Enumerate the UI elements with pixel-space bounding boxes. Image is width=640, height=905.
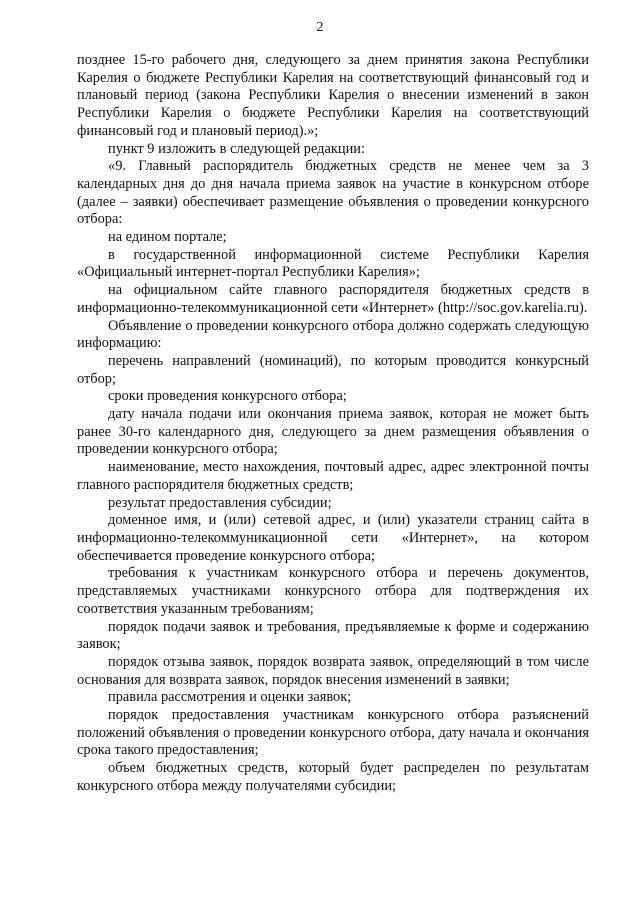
paragraph: «9. Главный распорядитель бюджетных средств не менее чем за 3 календарных дня до дня начала приема заявок на участие в конкурсном отборе (далее – заявки) обеспечивает размещение объявления о проведении конкурсного отбора:	[77, 158, 589, 228]
paragraph: перечень направлений (номинаций), по которым проводится конкурсный отбор;	[77, 352, 589, 387]
paragraph: правила рассмотрения и оценки заявок;	[108, 689, 352, 706]
paragraph: наименование, место нахождения, почтовый адрес, адрес электронной почты главного распорядителя бюджетных средств;	[77, 459, 589, 493]
paragraph: в государственной информационной системе Республики Карелия «Официальный интернет-портал Республики Карелия»;	[77, 246, 589, 281]
paragraph: результат предоставления субсидии;	[108, 494, 332, 511]
paragraph: на официальном сайте главного распорядителя бюджетных средств в информационно-телекоммуникационной сети «Интернет» (http://soc.gov.karelia.ru).	[77, 282, 589, 316]
paragraph: сроки проведения конкурсного отбора;	[108, 388, 347, 405]
paragraph: пункт 9 изложить в следующей редакции:	[108, 140, 365, 157]
paragraph: на едином портале;	[108, 229, 227, 246]
paragraph: дату начала подачи или окончания приема заявок, которая не может быть ранее 30-го календарного дня, следующего за днем размещения объявления о проведении конкурсного отбора;	[77, 406, 589, 458]
paragraph: доменное имя, и (или) сетевой адрес, и (или) указатели страниц сайта в информационно-телекоммуникационной сети «Интернет», на котором обеспечивается проведение конкурсного отбора;	[77, 512, 589, 564]
paragraph: объем бюджетных средств, который будет распределен по результатам конкурсного отбора между получателями субсидии;	[77, 760, 589, 794]
paragraph: позднее 15-го рабочего дня, следующего за днем принятия закона Республики Карелия о бюджете Республики Карелия на соответствующий финансовый год и плановый период (закона Республики Карелия о внесении изменений в закон Республики Карелия о бюджете Республики Карелия на соответствующий финансовый год и плановый период).»;	[77, 52, 589, 139]
page-number: 2	[316, 20, 324, 35]
paragraph: порядок отзыва заявок, порядок возврата заявок, определяющий в том числе основания для возврата заявок, порядок внесения изменений в заявки;	[77, 653, 589, 688]
paragraph: порядок подачи заявок и требования, предъявляемые к форме и содержанию заявок;	[77, 618, 589, 653]
paragraph: Объявление о проведении конкурсного отбора должно содержать следующую информацию:	[77, 317, 589, 352]
paragraph: порядок предоставления участникам конкурсного отбора разъяснений положений объявления о проведении конкурсного отбора, дату начала и окончания срока такого предоставления;	[77, 707, 589, 759]
document-body	[77, 52, 589, 796]
paragraph: требования к участникам конкурсного отбора и перечень документов, представляемых участниками конкурсного отбора для подтверждения их соответствия указанным требованиям;	[77, 565, 589, 617]
